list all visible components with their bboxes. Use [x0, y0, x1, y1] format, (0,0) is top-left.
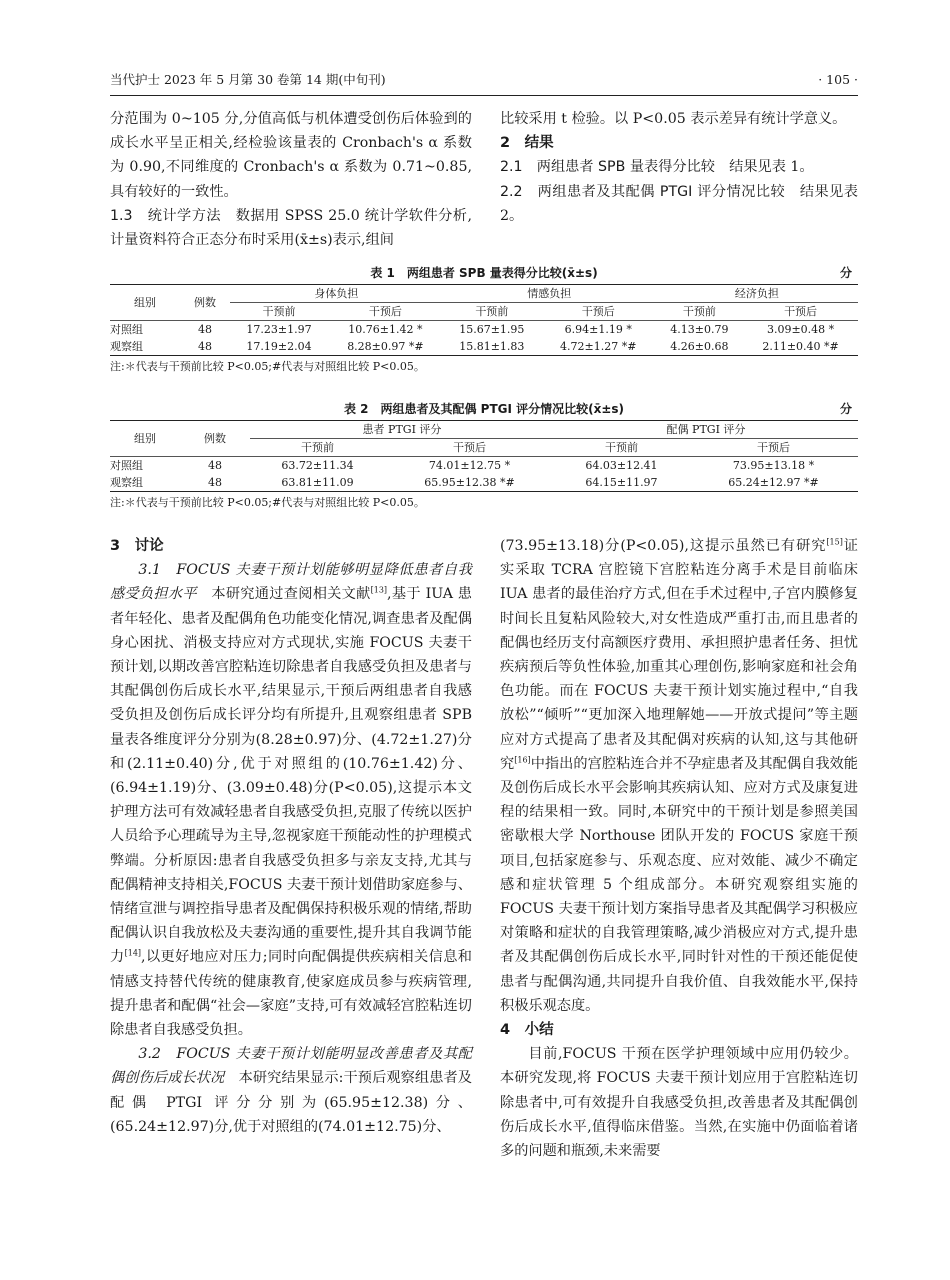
table-row [110, 474, 858, 492]
table-cell: 10.76±1.42 * [348, 323, 423, 336]
heading-summary: 4 小结 [500, 1022, 554, 1039]
section-3-1 [110, 558, 472, 1042]
section-2-1-text: 结果见表 1。 [714, 159, 814, 176]
table-cell: 65.95±12.38 *# [424, 476, 515, 489]
table-cell: 63.72±11.34 [281, 459, 354, 472]
table-cell: 3.09±0.48 * [766, 323, 835, 336]
section-3-1-title: 3.1 FOCUS 夫妻干预计划能够明显降低患者自我感受负担水平 [110, 562, 472, 603]
table-1-post-2: 干预后 [541, 303, 656, 321]
table-cell: 48 [198, 323, 212, 336]
table-cell: 48 [208, 476, 222, 489]
table-cell: 64.03±12.41 [585, 459, 658, 472]
table-row [110, 321, 858, 339]
table-2-caption [110, 398, 858, 420]
table-cell: 15.67±1.95 [459, 323, 525, 336]
table-cell: 6.94±1.19 * [564, 323, 632, 336]
section-2-2-text: 结果见表 2。 [500, 183, 858, 224]
table-cell: 对照组 [110, 323, 143, 336]
section-1-3-title: 1.3 统计学方法 [110, 207, 222, 224]
section-3-2 [110, 1042, 472, 1139]
table-1-col-group: 组别 [110, 285, 180, 321]
header-divider [110, 95, 858, 96]
table-2-pre-2: 干预前 [554, 439, 689, 457]
section-3-1-text-a: 本研究通过查阅相关文献 [196, 586, 371, 603]
paragraph-continued-c: 中指出的宫腔粘连合并不孕症患者及其配偶自我效能及创伤后成长水平会影响其疾病认知、应对方式及康复进程的结果相一致。同时,本研究中的干预计划是参照美国密歇根大学 Northouse 团队开发的 FOCUS 家庭干预项目,包括家庭参与、乐观态度、应对效能、减少不确定感和症状管理 5 个组成部分。本研究观察组实施的 FOCUS 夫妻干预计划方案指导患者及其配偶学习积极应对策略和症状的自我管理策略,减少消极应对方式,提升患者及其配偶创伤后成长水平,同时针对性的干预还能促使患者与配偶沟通,共同提升自我价值、自我效能水平,保持积极乐观态度。 [500, 755, 858, 1014]
section-2-1 [500, 155, 858, 179]
table-cell: 4.72±1.27 *# [560, 340, 637, 353]
table-1-caption [110, 262, 858, 284]
table-2-post-2: 干预后 [689, 439, 858, 457]
right-column-top [500, 107, 858, 228]
journal-info: 当代护士 2023 年 5 月第 30 卷第 14 期(中旬刊) [110, 72, 386, 87]
table-1-title: 表 1 两组患者 SPB 量表得分比较(x̄±s) [370, 266, 598, 280]
left-column-top [110, 107, 472, 252]
table-2-col-group: 组别 [110, 421, 180, 457]
table-2-header-row [110, 421, 858, 439]
table-2-dim-spouse: 配偶 PTGI 评分 [554, 421, 858, 439]
table-2-col-n: 例数 [180, 421, 250, 457]
page-header [110, 68, 858, 90]
table-cell: 48 [208, 459, 222, 472]
table-cell: 65.24±12.97 *# [728, 476, 819, 489]
left-column-bottom [110, 534, 472, 1139]
section-2-2 [500, 180, 858, 228]
section-3-2-text: 本研究结果显示:干预后观察组患者及配偶 PTGI 评分分别为(65.95±12.38)分、(65.24±12.97)分,优于对照组的(74.01±12.75)分、 [110, 1070, 472, 1135]
table-cell: 64.15±11.97 [585, 476, 658, 489]
table-cell: 73.95±13.18 * [732, 459, 815, 472]
table-cell: 2.11±0.40 *# [762, 340, 839, 353]
page-number: · 105 · [818, 71, 858, 87]
paragraph-continued-a: (73.95±13.18)分(P<0.05),这提示虽然已有研究 [500, 538, 827, 554]
table-1-pre-1: 干预前 [230, 303, 328, 321]
section-3-2-title: 3.2 FOCUS 夫妻干预计划能明显改善患者及其配偶创伤后成长状况 [110, 1046, 472, 1087]
table-cell: 63.81±11.09 [281, 476, 354, 489]
table-1-pre-3: 干预前 [656, 303, 743, 321]
table-1-header-row [110, 285, 858, 303]
table-1-dim-economic: 经济负担 [656, 285, 858, 303]
table-1-post-1: 干预后 [328, 303, 443, 321]
section-2-1-title: 2.1 两组患者 SPB 量表得分比较 [500, 159, 715, 176]
heading-results: 2 结果 [500, 135, 554, 152]
table-cell: 对照组 [110, 459, 143, 472]
table-cell: 观察组 [110, 340, 143, 353]
citation-15: [15] [826, 537, 843, 547]
table-cell: 观察组 [110, 476, 143, 489]
table-2-block [110, 398, 858, 511]
table-cell: 48 [198, 340, 212, 353]
citation-14: [14] [124, 948, 142, 958]
section-1-3-text: 数据用 SPSS 25.0 统计学软件分析,计量资料符合正态分布时采用(x̄±s)表示,组间 [110, 207, 472, 249]
table-2-post-1: 干预后 [385, 439, 554, 457]
section-2-2-title: 2.2 两组患者及其配偶 PTGI 评分情况比较 [500, 183, 786, 200]
table-1-block [110, 262, 858, 375]
table-cell: 8.28±0.97 *# [347, 340, 424, 353]
table-1-dim-physical: 身体负担 [230, 285, 443, 303]
table-cell: 4.26±0.68 [670, 340, 729, 353]
table-2-note: 注:＊代表与干预前比较 P<0.05;#代表与对照组比较 P<0.05。 [110, 496, 425, 509]
table-row [110, 338, 858, 356]
table-1-unit: 分 [839, 266, 852, 280]
table-1-dim-emotional: 情感负担 [443, 285, 656, 303]
citation-13: [13] [370, 585, 388, 595]
table-1-post-3: 干预后 [743, 303, 858, 321]
heading-discussion: 3 讨论 [110, 538, 164, 554]
paragraph-scale-range: 分范围为 0~105 分,分值高低与机体遭受创伤后体验到的成长水平呈正相关,经检验该量表的 Cronbach's α 系数为 0.90,不同维度的 Cronbach's α 系数为 0.71~0.85,具有较好的一致性。 [110, 111, 472, 200]
table-1-note: 注:＊代表与干预前比较 P<0.05;#代表与对照组比较 P<0.05。 [110, 360, 425, 373]
table-2-title: 表 2 两组患者及其配偶 PTGI 评分情况比较(x̄±s) [343, 402, 625, 416]
table-2 [110, 420, 858, 492]
table-1 [110, 284, 858, 356]
paragraph-continued [500, 534, 858, 1018]
table-2-dim-patient: 患者 PTGI 评分 [250, 421, 554, 439]
paragraph-continued-b: 证实采取 TCRA 宫腔镜下宫腔粘连分离手术是目前临床 IUA 患者的最佳治疗方式,但在手术过程中,子宫内膜修复时间长且复粘风险较大,对女性造成严重打击,而且患者的配偶也经历支付高额医疗费用、承担照护患者任务、担忧疾病预后等负性体验,加重其心理创伤,影响家庭和社会角色功能。而在 FOCUS 夫妻干预计划实施过程中,“自我放松”“倾听”“更加深入地理解她——开放式提问”等主题应对方式提高了患者及其配偶对疾病的认知,这与其他研究 [500, 538, 858, 772]
section-1-3 [110, 204, 472, 252]
table-1-pre-2: 干预前 [443, 303, 541, 321]
table-cell: 17.23±1.97 [246, 323, 312, 336]
table-cell: 74.01±12.75 * [428, 459, 511, 472]
right-column-bottom [500, 534, 858, 1163]
table-cell: 15.81±1.83 [459, 340, 525, 353]
table-2-pre-1: 干预前 [250, 439, 385, 457]
table-row [110, 457, 858, 475]
table-2-unit: 分 [839, 402, 852, 416]
paragraph-summary: 目前,FOCUS 干预在医学护理领域中应用仍较少。本研究发现,将 FOCUS 夫妻干预计划应用于宫腔粘连切除患者中,可有效提升自我感受负担,改善患者及其配偶创伤后成长水平,值得临床借鉴。当然,在实施中仍面临着诸多的问题和瓶颈,未来需要 [500, 1046, 858, 1160]
section-3-1-text-c: ,以更好地应对压力;同时向配偶提供疾病相关信息和情感支持替代传统的健康教育,使家庭成员参与疾病管理,提升患者和配偶“社会—家庭”支持,可有效减轻宫腔粘连切除患者自我感受负担。 [110, 949, 472, 1039]
table-cell: 4.13±0.79 [670, 323, 729, 336]
paragraph-t-test: 比较采用 t 检验。以 P<0.05 表示差异有统计学意义。 [500, 111, 847, 127]
table-cell: 17.19±2.04 [246, 340, 312, 353]
table-1-col-n: 例数 [180, 285, 230, 321]
citation-16: [16] [514, 755, 531, 765]
section-3-1-text-b: ,基于 IUA 患者年轻化、患者及配偶角色功能变化情况,调查患者及配偶身心困扰、消极支持应对方式现状,实施 FOCUS 夫妻干预计划,以期改善宫腔粘连切除患者自我感受负担及患者与其配偶创伤后成长水平,结果显示,干预后两组患者自我感受负担及创伤后成长评分均有所提升,且观察组患者 SPB 量表各维度评分分别为(8.28±0.97)分、(4.72±1.27)分和(2.11±0.40)分,优于对照组的(10.76±1.42)分、(6.94±1.19)分、(3.09±0.48)分(P<0.05),这提示本文护理方法可有效减轻患者自我感受负担,克服了传统以医护人员给予心理疏导为主导,忽视家庭干预能动性的护理模式弊端。分析原因:患者自我感受负担多与亲友支持,尤其与配偶精神支持相关,FOCUS 夫妻干预计划借助家庭参与、情绪宣泄与调控指导患者及配偶保持积极乐观的情绪,帮助配偶认识自我放松及夫妻沟通的重要性,提升其自我调节能力 [110, 586, 472, 966]
